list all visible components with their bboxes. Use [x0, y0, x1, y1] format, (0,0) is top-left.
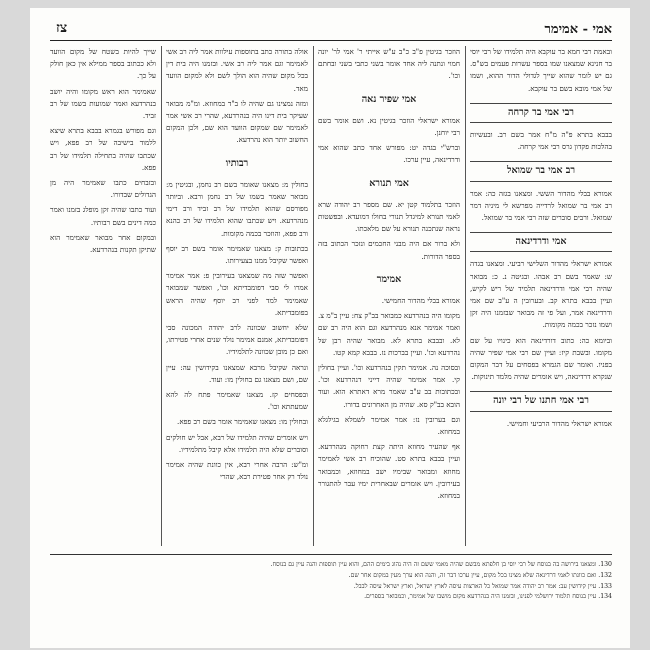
paragraph: אף שהעיר מחוזא היתה קצת רחוקה מנהרדעא. ועיין בבבא בתרא סט. שהוכיח רב אשי לאמימר מחוזא ומבואר שבימיו ישב במחוזא, וכמבואר בעירובין. ויש אומרים שבאחרית ימיו עבר להתגורר במחוזא.: [318, 442, 460, 501]
paragraph: אמורא ישראלי מהדור השלישי רביעי. ומצאנו בגדה ש: שאמר בשם רב אבהו. ובגיטה נ. כ: מבואר שהיה רבי אמי ודרדינאה תלמיד של ריש לקיש, ועיין בבבא בתרא קב. ובערובין ה ע"ב שם אמי ודרדינאה אמר, ועל פי זה מבואר שבזמנו היה זקן ושמו נזכר בכמה מקומות.: [470, 259, 612, 330]
footnote: 134. עיין בנוסח תלמוד ירושלמי לפנינו, ובזמנו היה בנהרדעא מקום מושבו של אמימר, וכמבואר בספרים.: [364, 593, 612, 601]
paragraph: אמורא בבלי מהדור הששי. ומצאנו בגזה כה: אמר רב אמי בר שמואל לרדייה מפרשא לי מיניה דמר שמואל. ורבים סוברים שזה רבי אמי בר שמואל.: [470, 188, 612, 223]
column-divider: [313, 46, 314, 546]
paragraph: שאמימר הוא ראש מקומו והיה יושב בנהרדעא ואמר שמועות בשמו של רב זביד.: [50, 86, 156, 121]
section-heading: רבי אמי בר קרחה: [470, 103, 612, 123]
column-4: [50, 46, 156, 546]
running-head: [50, 18, 612, 41]
paragraph: הוזכר בתלמוד קטן יא. שם מספר רב יהודה שרא לאמי תנורא למיגדל תנורי בחולו דמועדא. ובפשטות נראה שנתכנה תנורא על שם מלאכתו.: [318, 199, 460, 234]
paragraph: ולא ברור אם היה מבני החכמים ונזכר הכתוב בזה בספר הדורות.: [318, 239, 460, 261]
paragraph: ויש אומרים שהיה תלמידו של רבא, אבל יש חולקים וסוברים שלא היה תלמידו אלא קיבל מתלמידיו.: [166, 432, 308, 454]
section-heading: רבי אמי חתנו של רבי יונה: [470, 391, 612, 411]
paragraph: הוזכר בגיטין פ"ב כ"ב ע"ש אייתי ר' אמי לר' יונה חמוי ונתנה ליה אחד אומר בשני כתבי בשני ובחתם וכו'.: [318, 47, 460, 81]
paragraph: וגם בערובין נז: אמר אמימר לשמלא בגילגלא במחוזא.: [318, 414, 460, 437]
paragraph: ועוד כתבו שהיה זקן מופלג בזמנו ואמר כמה דינים בשם רבותיו.: [50, 205, 156, 227]
column-1: [470, 46, 612, 546]
paragraph: בכתובות ק: מצאנו שאמימר אומר בשם רב יוסף ואפשר שקיבל ממנו בצעירותו.: [166, 243, 308, 266]
section-heading: אמי ודרדינאה: [470, 232, 612, 252]
column-2: [318, 46, 460, 546]
footnotes: [50, 560, 612, 642]
paragraph: וגם מפורש בגמרא בבבא בתרא שיצא ללמוד בישיבה של רב פפא, ויש שכתבו שהיה בתחילה תלמידו של רב פפא.: [50, 126, 156, 172]
paragraph: בחולין מ: מצאנו שאומר בשם רב נחמן, ובגיטין מ: מבואר שאמר בשמו של רב נחמן ורבא. וביותר מפורסם שהוא תלמידו של רב זביד ורב דימי מנהרדעא. ויש שכתבו שהוא תלמידו של רב כהנא ורב פפא, והוזכר בכמה מקומות.: [166, 179, 308, 238]
column-3: [166, 46, 308, 546]
footnote: 132. ואם כוונתו לאמי דרדינאה שלא מצינו בכל מקום, עיין ערכו דבר זה, והנה הוא ערך מעין במקום אחר שם.: [348, 571, 612, 579]
paragraph: בבבא בתרא פ"ה מ"ח אמר בשם רב. ובעשיות בהלכות פקדון גרס רבי אמי קרחה.: [470, 130, 612, 152]
paragraph: ובחולין מו: מצאנו שאמימר אומר בשם רב פפא.: [177, 417, 308, 427]
paragraph: ומזה נמצינו גם שהיה לו ב"ד במחוזא. ומ"מ מבואר שעיקר בית דינו היה בנהרדעא, שהרי רב אשי אמר לאמימר שם שמקום הוועד הוא שם, ולכן המקום החשוב יותר הוא נהרדעא.: [166, 98, 308, 145]
running-title: אמי - אמימר: [544, 22, 612, 37]
paragraph: ובזבחים כתבו שאמימר היה מן הגדולים שבדורו.: [50, 178, 156, 200]
section-heading: אמי שפיר נאה: [361, 93, 417, 105]
column-divider: [465, 46, 466, 546]
paragraph: וברש"י בגדה יט: מפורש אחד כתב שהוא אמי ודרדינאה, עיין ערכו.: [318, 143, 460, 165]
footnote: 130. ומצאנו בירושה בה בנוסח של רבי יוסי בן חלפתא מבשם שהיה מאמי ששם זה היה נהוג בימים ההם, והוא עיין תוספות והנה עיין גם בנוסח.: [270, 561, 612, 568]
paragraph: ומ"ש: הרבה אחרי רבא, אין כוונת שהיה אמימר נולד רק אחר פטירת רבא, שהרי: [166, 460, 308, 482]
paragraph: ובאמת רבי חמא בר עוקבא היה תלמידו של רבי יוסי בר חנינא שמצאנו שמו בספר עשרות פעמים בש"ס. גם יש לומר שהוא שייך לגדולי הדור ההוא, ושמו של אמי מובא בשם בר עוקבא.: [470, 47, 612, 93]
section-heading: רבותיו: [225, 157, 249, 169]
column-divider: [161, 46, 162, 546]
paragraph: ובמקום אחר מבואר שאמימר הוא שתיקן תקנות בנהרדעא.: [50, 232, 156, 255]
paragraph: וביומא כה: כתוב דורדינאה הוא כינויו על שם מקומו. ובשבת קיז: ועיין שם רבי אמי שפיר שהיה בפניו. ואומר שם הגמרא בפסחים על דבר המקום שנקרא דרדינאה, ויש אומרים שהיה מלמד תינוקות.: [470, 335, 612, 382]
paragraph: אולה בתורה כתב בתוספות עילוות אמר ליה רב אשי לאמימר וגם אמר ליה רב אשי. ובזמנו היה בית דין בכל מקום שהיה הוא הולך לשם ולא למקום הוועד מאד.: [166, 47, 308, 93]
page-number: צז: [56, 20, 68, 36]
paragraph: אמורא ישראלי הוזכר בגיטין נא. ושם אומר בשם רבי יוחנן.: [318, 115, 460, 138]
section-heading: רב אמי בר שמואל: [470, 161, 612, 181]
paragraph: אמורא בבלי מהדור החמישי.: [381, 296, 460, 306]
paragraph: מקומו היה בנהרדעא כמבואר בב"ק צח: עיין ב"מ צ. ואמר אמימר אנא מנהרדעא וגם הוא היה רב שם לא. ובבבא בתרא לא. מבואר שהיה רבן של נהרדעא וכו'. ועיין בברכות נז. בבבא קמא קטו.: [318, 311, 460, 357]
book-page: [30, 8, 630, 648]
footnote: 133. עיין קידושין עב: אמר רב יהודה אמר שמואל כל הארצות עיסה לארץ ישראל, וארץ ישראל עיסה לבבל.: [353, 582, 612, 590]
paragraph: שייך להיות בשטח של מקום הוועד ולא ככתוב בספר ממילא אין כאן חולק על כך.: [50, 47, 156, 81]
paragraph: שלא יחשוב שכוונה לרב יהודה המכונה סבי דפומבדיתא, אמנם אמימר נולד שנים אחרי פטירתו, ואם כן מובן שכוונה לתלמידיו.: [166, 323, 308, 357]
paragraph: אמורא ישראלי מהדור הרביעי וחמישי.: [506, 418, 612, 428]
paragraph: ונראה שקיבל מרבא שמצאנו בקידושין עה: עיין שם, ושם מצאנו גם בחולין מו: ועוד.: [166, 362, 308, 384]
paragraph: ובסוכה נה. אמימר תקין בנהרדעא וכו'. ועיין בחולין קי. אמר אמימר שהיה דייני דנהרדעא וכו'. ובכתובות בב ע"ב שאמר מרא דאתרא הוא. ועוד הובא בב"ק סא. שהיה מן האחרונים בדורו.: [318, 363, 460, 409]
section-heading: אמימר: [376, 273, 402, 285]
section-heading: אמי תנורא: [369, 177, 409, 189]
paragraph: ובפסחים קז. מצאנו שאמימר פתח לה להא שמעתתא וכו'.: [166, 390, 308, 412]
footnote-divider: [50, 554, 612, 555]
paragraph: ואפשר שזה מה שמצאנו בעירובין פ: אמר אמימר אמרו לי סבי דפומבדיתא וכו', ואפשר שמבואר שאמימר למד לפני רב יוסף שהיה הראש בפומבדיתא.: [166, 271, 308, 317]
text-columns: [50, 46, 612, 546]
